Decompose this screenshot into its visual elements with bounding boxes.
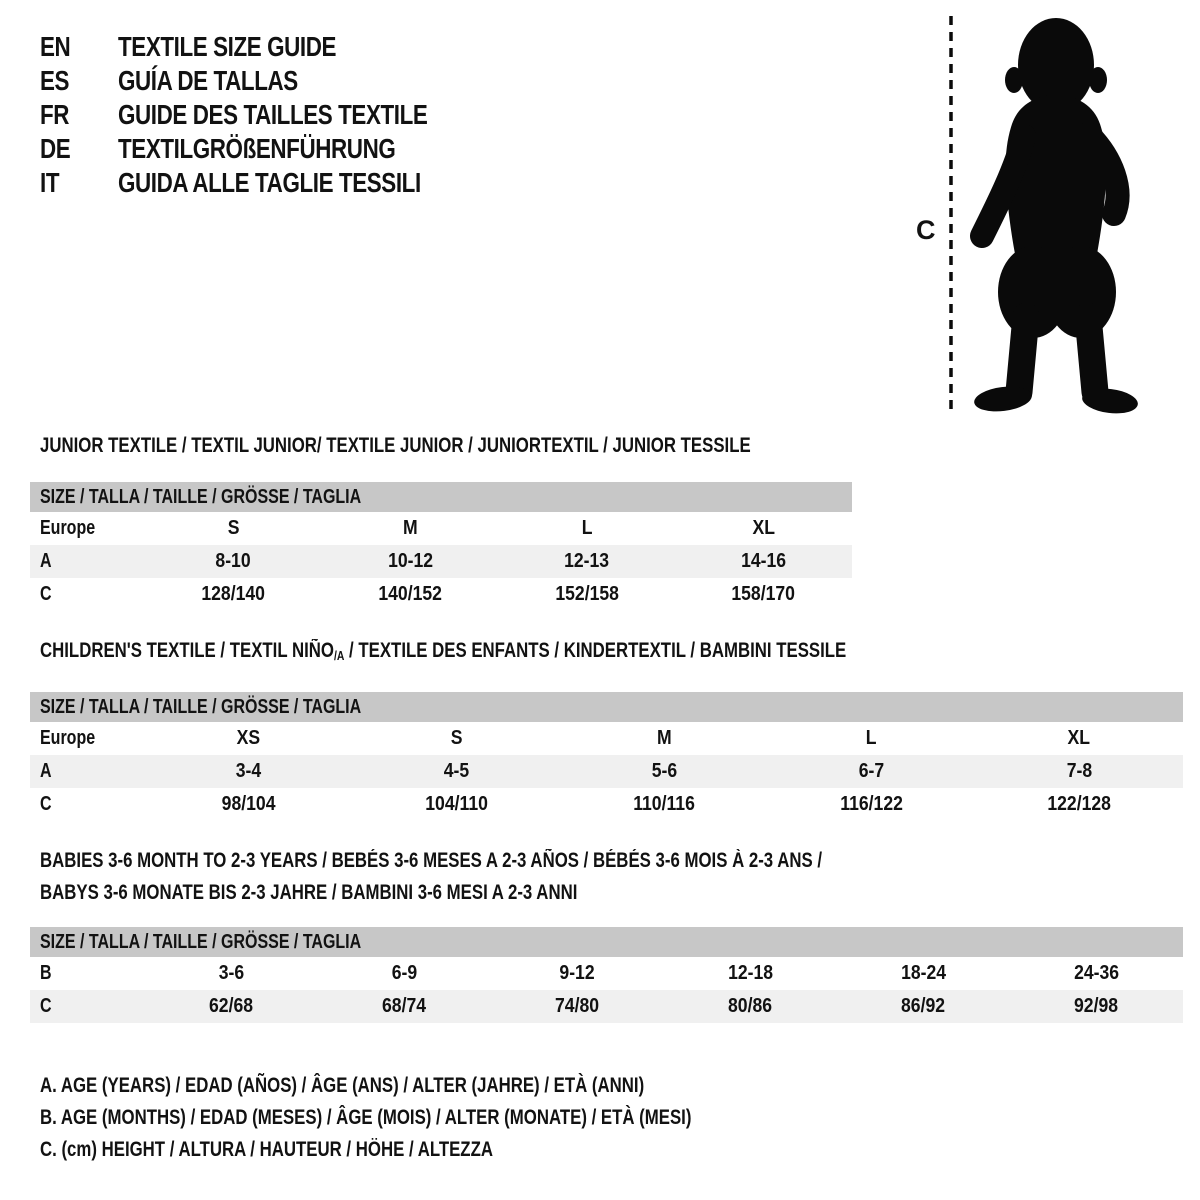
heading-text xyxy=(40,638,846,669)
cell-text: 86/92 xyxy=(901,995,946,1017)
size-cell xyxy=(768,727,976,750)
age-cell xyxy=(145,550,322,573)
size-cell xyxy=(560,727,768,750)
table-row-height xyxy=(30,990,1183,1023)
row-label xyxy=(30,962,145,985)
size-table-header xyxy=(30,692,1183,722)
measurement-legend xyxy=(40,1070,854,1166)
cell-text: L xyxy=(866,727,877,749)
heading-subscript: /A xyxy=(333,648,345,663)
size-cell xyxy=(499,517,676,540)
row-label-text: C xyxy=(40,793,52,815)
size-cell xyxy=(145,517,322,540)
lang-title-text: TEXTILGRÖßENFÜHRUNG xyxy=(118,133,396,164)
height-cell xyxy=(837,995,1010,1018)
lang-code-text: DE xyxy=(40,133,71,164)
lang-title-text: GUIDE DES TAILLES TEXTILE xyxy=(118,99,428,130)
cell-text: 80/86 xyxy=(728,995,773,1017)
row-label-text: Europe xyxy=(40,727,96,749)
row-label-text: A xyxy=(40,550,52,572)
cell-text: 3-6 xyxy=(218,962,245,984)
header-text: SIZE / TALLA / TAILLE / GRÖSSE / TAGLIA xyxy=(40,931,362,953)
lang-title xyxy=(118,65,505,97)
row-label xyxy=(30,550,145,573)
height-cell xyxy=(145,583,322,606)
height-cell xyxy=(975,793,1183,816)
header-text: SIZE / TALLA / TAILLE / GRÖSSE / TAGLIA xyxy=(40,486,362,508)
legend-line-a xyxy=(40,1070,854,1102)
cell-text: M xyxy=(656,727,672,749)
cell-text: 9-12 xyxy=(559,962,596,984)
silhouette-hips-icon xyxy=(1038,248,1076,303)
heading-text: JUNIOR TEXTILE / TEXTIL JUNIOR/ TEXTILE JUNIOR / JUNIORTEXTIL / JUNIOR TESSILE xyxy=(40,434,751,457)
height-cell xyxy=(353,793,561,816)
lang-code xyxy=(40,65,118,97)
header-text: SIZE / TALLA / TAILLE / GRÖSSE / TAGLIA xyxy=(40,696,362,718)
lang-code xyxy=(40,167,118,199)
height-cell xyxy=(560,793,768,816)
cell-text: 7-8 xyxy=(1066,760,1092,782)
cell-text: 140/152 xyxy=(378,583,442,605)
cell-text: 152/158 xyxy=(555,583,619,605)
children-size-table xyxy=(30,692,1183,821)
size-table-header xyxy=(30,482,852,512)
children-section-heading xyxy=(30,638,1183,669)
age-cell xyxy=(768,760,976,783)
table-row-age xyxy=(30,755,1183,788)
legend-line-c xyxy=(40,1134,854,1166)
lang-row-en xyxy=(40,30,505,64)
height-cell xyxy=(318,995,491,1018)
junior-textile-section xyxy=(30,433,852,605)
age-cell xyxy=(499,550,676,573)
size-cell xyxy=(353,727,561,750)
silhouette-leg-right-icon xyxy=(1088,316,1095,392)
lang-title-text: GUIDA ALLE TAGLIE TESSILI xyxy=(118,167,421,198)
cell-text: 14-16 xyxy=(741,550,787,572)
cell-text: 92/98 xyxy=(1074,995,1119,1017)
legend-line-b xyxy=(40,1102,854,1134)
table-row-height xyxy=(30,788,1183,821)
cell-text: 3-4 xyxy=(236,760,262,782)
age-cell xyxy=(675,550,852,573)
row-label xyxy=(30,583,145,606)
cell-text: 122/128 xyxy=(1047,793,1112,815)
lang-title xyxy=(118,31,505,63)
table-row-age xyxy=(30,545,852,578)
legend-text: B. AGE (MONTHS) / EDAD (MESES) / ÂGE (MOIS) / ALTER (MONATE) / ETÀ (MESI) xyxy=(40,1106,692,1129)
children-textile-section xyxy=(30,638,1183,815)
lang-title xyxy=(118,133,505,165)
cell-text: 4-5 xyxy=(443,760,470,782)
cell-text: XS xyxy=(237,727,261,749)
age-cell xyxy=(322,550,499,573)
lang-title-text: TEXTILE SIZE GUIDE xyxy=(118,31,337,62)
lang-code-text: FR xyxy=(40,99,70,130)
junior-size-table xyxy=(30,482,852,611)
cell-text: 104/110 xyxy=(425,793,488,815)
age-cell xyxy=(353,760,561,783)
cell-text: 116/122 xyxy=(840,793,903,815)
size-cell xyxy=(675,517,852,540)
lang-row-it xyxy=(40,166,505,200)
cell-text: 74/80 xyxy=(555,995,600,1017)
size-cell xyxy=(322,517,499,540)
cell-text: 62/68 xyxy=(209,995,254,1017)
height-cell xyxy=(145,793,353,816)
height-cell xyxy=(1010,995,1183,1018)
language-title-list xyxy=(40,30,505,200)
size-table-header xyxy=(30,927,1183,957)
table-row-europe xyxy=(30,722,1183,755)
lang-row-es xyxy=(40,64,505,98)
height-cell xyxy=(499,583,676,606)
heading-part: CHILDREN'S TEXTILE / TEXTIL NIÑO xyxy=(40,639,334,662)
row-label xyxy=(30,995,145,1018)
lang-title xyxy=(118,167,505,199)
row-label-text: B xyxy=(40,962,52,984)
legend-text: A. AGE (YEARS) / EDAD (AÑOS) / ÂGE (ANS) / ALTER (JAHRE) / ETÀ (ANNI) xyxy=(40,1074,645,1097)
age-cell xyxy=(837,962,1010,985)
height-cell xyxy=(675,583,852,606)
cell-text: 158/170 xyxy=(731,583,796,605)
cell-text: 12-13 xyxy=(564,550,610,572)
row-label-text: C xyxy=(40,995,52,1017)
size-cell xyxy=(145,727,353,750)
row-label xyxy=(30,517,145,540)
lang-code xyxy=(40,133,118,165)
table-row-europe xyxy=(30,512,852,545)
age-cell xyxy=(975,760,1183,783)
cell-text: 98/104 xyxy=(221,793,276,815)
lang-title-text: GUÍA DE TALLAS xyxy=(118,65,298,96)
babies-size-table xyxy=(30,927,1183,1023)
cell-text: 24-36 xyxy=(1073,962,1120,984)
babies-textile-section xyxy=(30,848,1183,1017)
row-label-text: A xyxy=(40,760,52,782)
cell-text: XL xyxy=(1067,727,1091,749)
age-cell xyxy=(560,760,768,783)
legend-text: C. (cm) HEIGHT / ALTURA / HAUTEUR / HÖHE / ALTEZZA xyxy=(40,1138,493,1161)
cell-text: 6-9 xyxy=(391,962,418,984)
cell-text: M xyxy=(402,517,418,539)
height-cell xyxy=(145,995,318,1018)
height-measure-label: C xyxy=(916,215,936,245)
table-row-age-months xyxy=(30,957,1183,990)
row-label xyxy=(30,793,145,816)
age-cell xyxy=(145,760,353,783)
cell-text: S xyxy=(227,517,240,539)
cell-text: 110/116 xyxy=(633,793,695,815)
row-label xyxy=(30,727,145,750)
heading-text: BABYS 3-6 MONATE BIS 2-3 JAHRE / BAMBINI 3-6 MESI A 2-3 ANNI xyxy=(40,881,578,904)
lang-code-text: ES xyxy=(40,65,70,96)
height-cell xyxy=(322,583,499,606)
row-label-text: C xyxy=(40,583,52,605)
cell-text: 128/140 xyxy=(201,583,266,605)
lang-row-fr xyxy=(40,98,505,132)
toddler-silhouette xyxy=(940,0,1150,420)
table-row-height xyxy=(30,578,852,611)
cell-text: XL xyxy=(752,517,775,539)
height-cell xyxy=(491,995,664,1018)
lang-title xyxy=(118,99,505,131)
cell-text: 5-6 xyxy=(651,760,677,782)
height-cell xyxy=(768,793,976,816)
silhouette-leg-left-icon xyxy=(1019,316,1026,392)
cell-text: 12-18 xyxy=(727,962,774,984)
lang-code xyxy=(40,99,118,131)
cell-text: 10-12 xyxy=(387,550,433,572)
size-cell xyxy=(975,727,1183,750)
height-cell xyxy=(664,995,837,1018)
age-cell xyxy=(491,962,664,985)
cell-text: 8-10 xyxy=(215,550,251,572)
age-cell xyxy=(664,962,837,985)
age-cell xyxy=(1010,962,1183,985)
age-cell xyxy=(318,962,491,985)
heading-part: / TEXTILE DES ENFANTS / KINDERTEXTIL / BAMBINI TESSILE xyxy=(344,639,847,662)
junior-section-heading xyxy=(30,433,852,459)
cell-text: 18-24 xyxy=(900,962,947,984)
age-cell xyxy=(145,962,318,985)
lang-code-text: EN xyxy=(40,31,71,62)
lang-row-de xyxy=(40,132,505,166)
babies-section-heading-line1 xyxy=(30,848,1183,874)
cell-text: 6-7 xyxy=(858,760,885,782)
row-label-text: Europe xyxy=(40,517,96,539)
cell-text: L xyxy=(581,517,593,539)
cell-text: 68/74 xyxy=(382,995,427,1017)
lang-code xyxy=(40,31,118,63)
heading-text: BABIES 3-6 MONTH TO 2-3 YEARS / BEBÉS 3-6 MESES A 2-3 AÑOS / BÉBÉS 3-6 MOIS À 2-3 ANS / xyxy=(40,849,823,872)
babies-section-heading-line2 xyxy=(30,880,1183,906)
lang-code-text: IT xyxy=(40,167,60,198)
row-label xyxy=(30,760,145,783)
cell-text: S xyxy=(450,727,463,749)
